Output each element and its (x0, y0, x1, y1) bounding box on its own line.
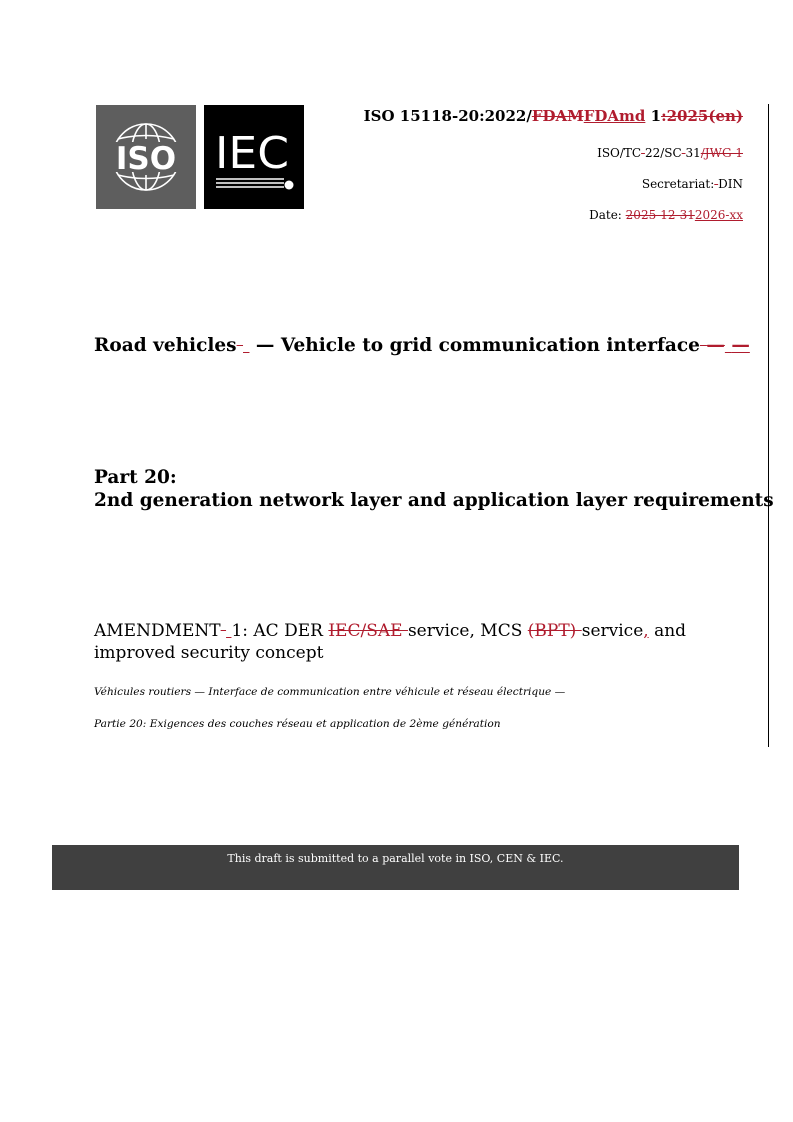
secretariat-label: Secretariat: (641, 177, 715, 191)
iso-logo (96, 105, 196, 209)
std-inserted-fdamd: FDAmd (583, 107, 646, 125)
main-title (94, 335, 750, 356)
main-title-part-b: — Vehicle to grid communication interface (249, 335, 700, 356)
date-inserted: 2026-xx (694, 208, 743, 222)
vote-banner (52, 845, 739, 890)
french-part-title: Partie 20: Exigences des couches réseau et application de 2ème génération (94, 718, 501, 730)
amendment-text-c: service, MCS (407, 621, 528, 641)
amendment-text-b: 1: AC DER (231, 621, 329, 641)
tc-part-a: ISO/TC (597, 146, 642, 160)
vote-banner-text: This draft is submitted to a parallel vote in ISO, CEN & IEC. (227, 852, 564, 865)
part-title: 2nd generation network layer and application layer requirements (94, 490, 774, 511)
amendment-text-e: and improved security concept (94, 621, 687, 663)
std-prefix: ISO 15118-20:2022/ (363, 107, 532, 125)
iec-logo-text: IEC (215, 128, 289, 179)
secretariat-value: DIN (718, 177, 743, 191)
std-number: 1 (645, 107, 662, 125)
iec-logo (204, 105, 304, 209)
amendment-deleted-iec-sae: IEC/SAE (328, 621, 408, 641)
committee-reference (597, 146, 743, 160)
secretariat (642, 177, 743, 191)
std-deleted-fdam: FDAM (531, 107, 584, 125)
document-reference (364, 107, 743, 125)
part-number: Part 20: (94, 467, 177, 488)
amendment-label: AMENDMENT (94, 621, 221, 641)
change-bar (768, 104, 769, 747)
amendment-text-d: service (581, 621, 644, 641)
std-deleted-year: :2025(en) (661, 107, 743, 125)
iso-logo-graphic (96, 105, 196, 209)
date-label: Date: (589, 208, 626, 222)
tc-deleted-jwg: /JWG 1 (700, 146, 743, 160)
amendment-title (94, 620, 734, 664)
tc-part-b: 22/SC (644, 146, 682, 160)
document-date (589, 208, 743, 222)
main-title-part-a: Road vehicles (94, 335, 237, 356)
amendment-deleted-bpt: (BPT) (527, 621, 582, 641)
iec-logo-graphic (204, 105, 304, 209)
iso-logo-text: ISO (115, 141, 177, 177)
title-inserted-dash: — (731, 335, 750, 356)
tc-part-c: 31 (685, 146, 701, 160)
amendment-inserted-comma: , (643, 621, 649, 641)
french-title: Véhicules routiers — Interface de communication entre véhicule et réseau électrique — (94, 686, 566, 698)
date-deleted: 2025-12-31 (625, 208, 695, 222)
title-deleted-dash: — (706, 335, 725, 356)
